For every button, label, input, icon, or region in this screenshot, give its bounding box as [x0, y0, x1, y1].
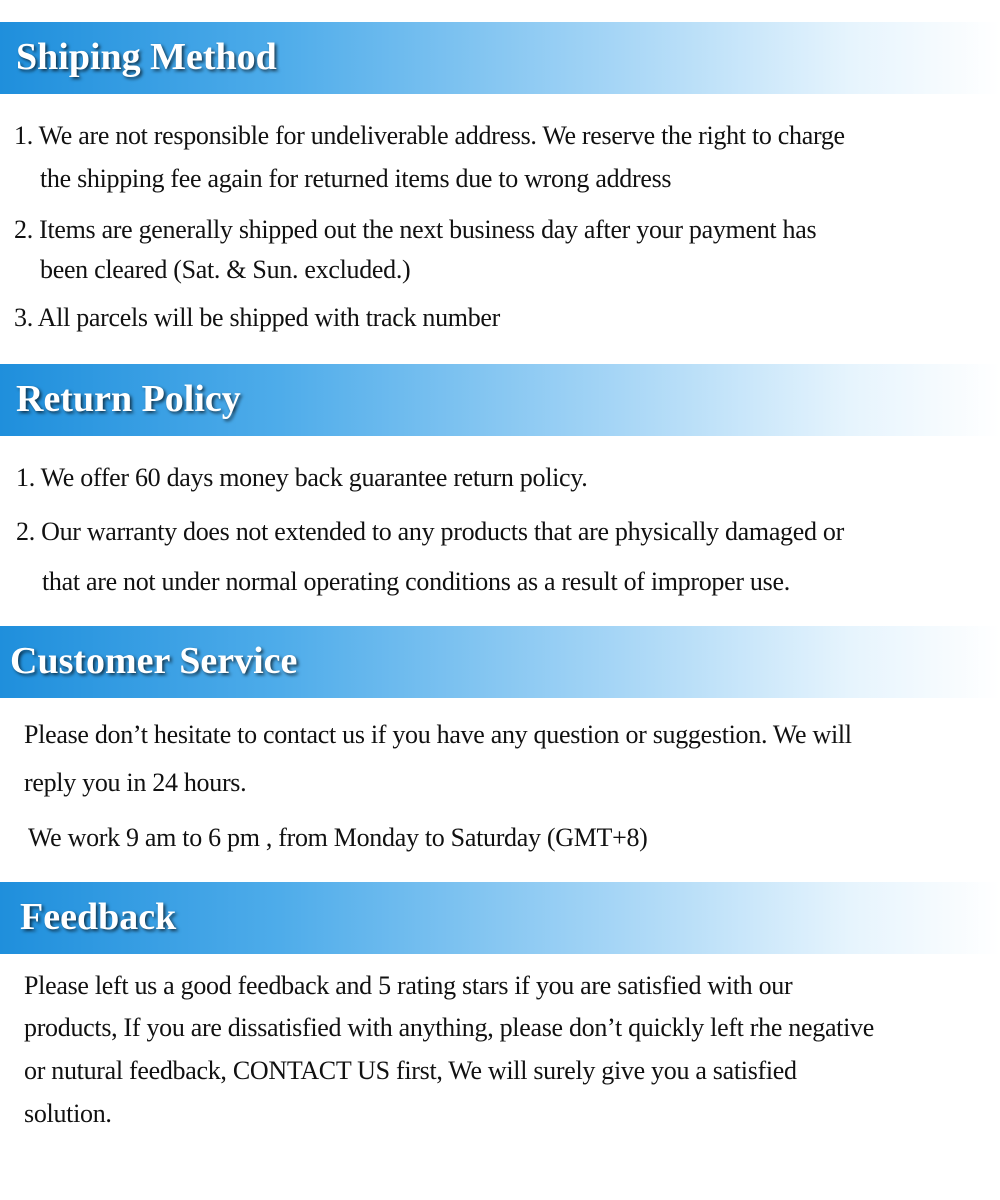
feedback-line-3: or nutural feedback, CONTACT US first, We will surely give you a satisfied	[24, 1056, 797, 1085]
customer-service-line-1: Please don’t hesitate to contact us if you have any question or suggestion. We will	[24, 720, 852, 749]
shipping-item-3: 3. All parcels will be shipped with track number	[14, 303, 500, 332]
section-banner-customer-service	[0, 626, 1000, 698]
feedback-line-2: products, If you are dissatisfied with anything, please don’t quickly left rhe negative	[24, 1013, 874, 1042]
section-banner-return	[0, 364, 1000, 436]
section-title-return: Return Policy	[16, 378, 241, 420]
feedback-line-4: solution.	[24, 1099, 112, 1128]
section-title-customer-service: Customer Service	[10, 640, 298, 682]
section-title-feedback: Feedback	[20, 896, 177, 938]
shipping-item-1-line-1: 1. We are not responsible for undeliverable address. We reserve the right to charge	[14, 121, 845, 150]
customer-service-hours: We work 9 am to 6 pm , from Monday to Saturday (GMT+8)	[28, 823, 648, 852]
feedback-line-1: Please left us a good feedback and 5 rating stars if you are satisfied with our	[24, 971, 793, 1000]
shipping-item-1-line-2: the shipping fee again for returned items due to wrong address	[40, 164, 672, 193]
return-item-2-line-1: 2. Our warranty does not extended to any products that are physically damaged or	[16, 517, 844, 546]
section-banner-feedback	[0, 882, 1000, 954]
section-title-shipping: Shiping Method	[16, 36, 277, 78]
shipping-item-2-line-2: been cleared (Sat. & Sun. excluded.)	[40, 255, 411, 284]
shipping-item-2-line-1: 2. Items are generally shipped out the next business day after your payment has	[14, 215, 817, 244]
customer-service-line-2: reply you in 24 hours.	[24, 768, 247, 797]
return-item-1: 1. We offer 60 days money back guarantee return policy.	[16, 463, 588, 492]
return-item-2-line-2: that are not under normal operating conditions as a result of improper use.	[42, 567, 790, 596]
section-banner-shipping	[0, 22, 1000, 94]
